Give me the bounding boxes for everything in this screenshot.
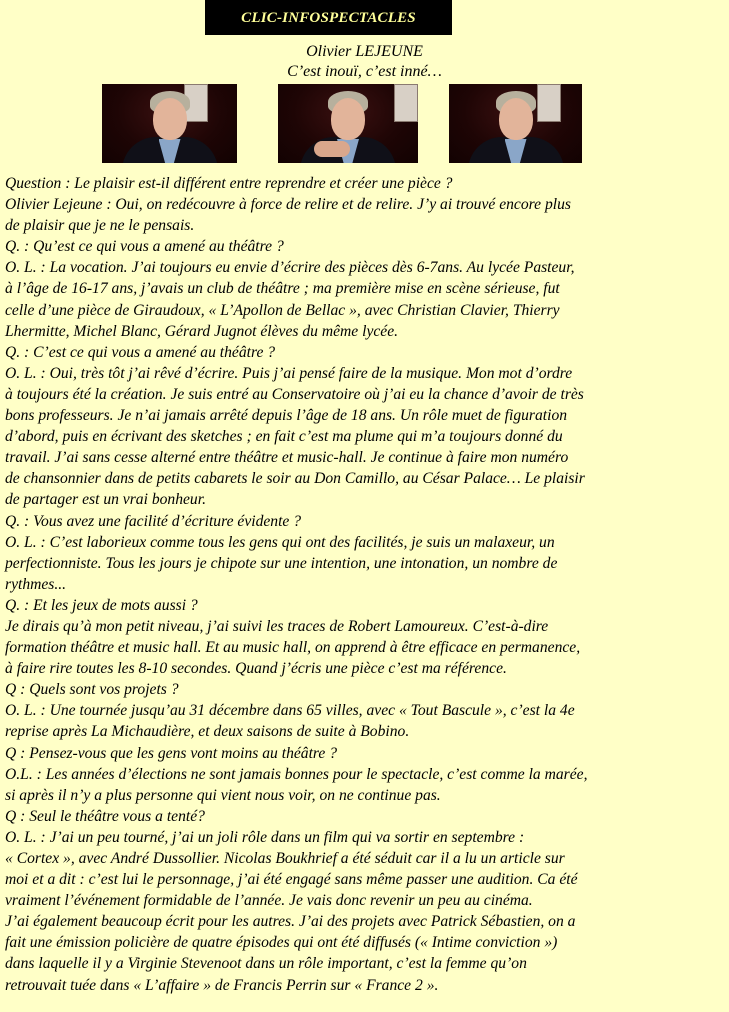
interview-line: de plaisir que je ne le pensais. — [5, 217, 195, 235]
interview-line: d’abord, puis en écrivant des sketches ; en fait c’est ma plume qui m’a toujours donné du — [5, 428, 563, 446]
interview-line: celle d’une pièce de Giraudoux, « L’Apollon de Bellac », avec Christian Clavier, Thierry — [5, 301, 560, 319]
portrait-photo-3 — [449, 84, 582, 163]
interview-line: O. L. : Une tournée jusqu’au 31 décembre dans 65 villes, avec « Tout Bascule », c’est la 4e — [5, 702, 575, 720]
face-shape — [331, 98, 365, 140]
interviewee-name: Olivier LEJEUNE — [306, 43, 423, 60]
interview-line: reprise après La Michaudière, et deux saisons de suite à Bobino. — [5, 723, 410, 741]
interview-line: O.L. : Les années d’élections ne sont jamais bonnes pour le spectacle, c’est comme la marée, — [5, 765, 588, 783]
face-shape — [153, 98, 187, 140]
interview-line: formation théâtre et music hall. Et au music hall, on apprend à être efficace en permanence, — [5, 639, 581, 657]
interview-line: si après il n’y a plus personne qui vient nous voir, on ne continue pas. — [5, 786, 441, 804]
interview-line: à toujours été la création. Je suis entré au Conservatoire où j’ai eu la chance d’avoir de très — [5, 385, 584, 403]
interview-line: Lhermitte, Michel Blanc, Gérard Jugnot élèves du même lycée. — [5, 322, 399, 340]
interview-line: O. L. : J’ai un peu tourné, j’ai un joli rôle dans un film qui va sortir en septembre : — [5, 828, 525, 846]
portrait-photo-1 — [102, 84, 237, 163]
face-shape — [499, 98, 533, 140]
site-banner: CLIC-INFOSPECTACLES — [205, 0, 452, 35]
interview-line: à l’âge de 16-17 ans, j’avais un club de théâtre ; ma première mise en scène sérieuse, fut — [5, 280, 560, 298]
interview-line: O. L. : Oui, très tôt j’ai rêvé d’écrire. Puis j’ai pensé faire de la musique. Mon mot d’ordre — [5, 364, 573, 382]
portrait-photo-2 — [278, 84, 418, 163]
interview-text — [5, 173, 727, 996]
interview-line: Olivier Lejeune : Oui, on redécouvre à force de relire et de relire. J’y ai trouvé encore plus — [5, 196, 571, 214]
interview-line: fait une émission policière de quatre épisodes qui ont été diffusés (« Intime conviction ») — [5, 934, 558, 952]
interview-line: à faire rire toutes les 8-10 secondes. Quand j’écris une pièce c’est ma référence. — [5, 660, 507, 678]
interview-line: Q. : Vous avez une facilité d’écriture évidente ? — [5, 512, 302, 530]
interview-line: travail. J’ai sans cesse alterné entre théâtre et music-hall. Je continue à faire mon numéro — [5, 449, 569, 467]
interview-line: bons professeurs. Je n’ai jamais arrêté depuis l’âge de 18 ans. Un rôle muet de figuration — [5, 407, 568, 425]
interview-line: Je dirais qu’à mon petit niveau, j’ai suivi les traces de Robert Lamoureux. C’est-à-dire — [5, 617, 549, 635]
interview-line: Question : Le plaisir est-il différent entre reprendre et créer une pièce ? — [5, 175, 453, 192]
interview-line: moi et a dit : c’est lui le personnage, j’ai été engagé sans même passer une audition. Ca été — [5, 871, 578, 889]
interview-line: Q : Pensez-vous que les gens vont moins au théâtre ? — [5, 744, 338, 762]
interview-line: Q. : Et les jeux de mots aussi ? — [5, 596, 198, 614]
poster-decoration — [537, 84, 561, 122]
interview-line: Q. : C’est ce qui vous a amené au théâtre ? — [5, 343, 276, 361]
interview-line: de chansonnier dans de petits cabarets le soir au Don Camillo, au César Palace… Le plaisir — [5, 470, 585, 488]
poster-decoration — [394, 84, 418, 122]
interview-line: rythmes... — [5, 575, 67, 593]
interview-line: dans laquelle il y a Virginie Stevenoot dans un rôle important, c’est la femme qu’on — [5, 955, 527, 973]
interview-line: Q : Seul le théâtre vous a tenté? — [5, 807, 205, 825]
interview-line: O. L. : La vocation. J’ai toujours eu envie d’écrire des pièces dès 6-7ans. Au lycée Pasteur, — [5, 259, 575, 277]
interview-line: O. L. : C’est laborieux comme tous les gens qui ont des facilités, je suis un malaxeur, un — [5, 533, 555, 551]
interview-line: vraiment l’événement formidable de l’année. Je vais donc revenir un peu au cinéma. — [5, 892, 533, 910]
interview-line: retrouvait tuée dans « L’affaire » de Francis Perrin sur « France 2 ». — [5, 976, 439, 994]
interview-line: J’ai également beaucoup écrit pour les autres. J’ai des projets avec Patrick Sébastien, on a — [5, 913, 576, 931]
interview-line: Q. : Qu’est ce qui vous a amené au théâtre ? — [5, 238, 284, 256]
hand-shape — [314, 141, 350, 157]
interview-line: perfectionniste. Tous les jours je chipote sur une intention, une intonation, un nombre de — [5, 554, 558, 572]
interview-line: « Cortex », avec André Dussollier. Nicolas Boukhrief a été séduit car il a lu un article sur — [5, 850, 565, 867]
interview-line: de partager est un vrai bonheur. — [5, 491, 206, 509]
article-subtitle: C’est inouï, c’est inné… — [287, 63, 442, 80]
interview-line: Q : Quels sont vos projets ? — [5, 681, 179, 699]
